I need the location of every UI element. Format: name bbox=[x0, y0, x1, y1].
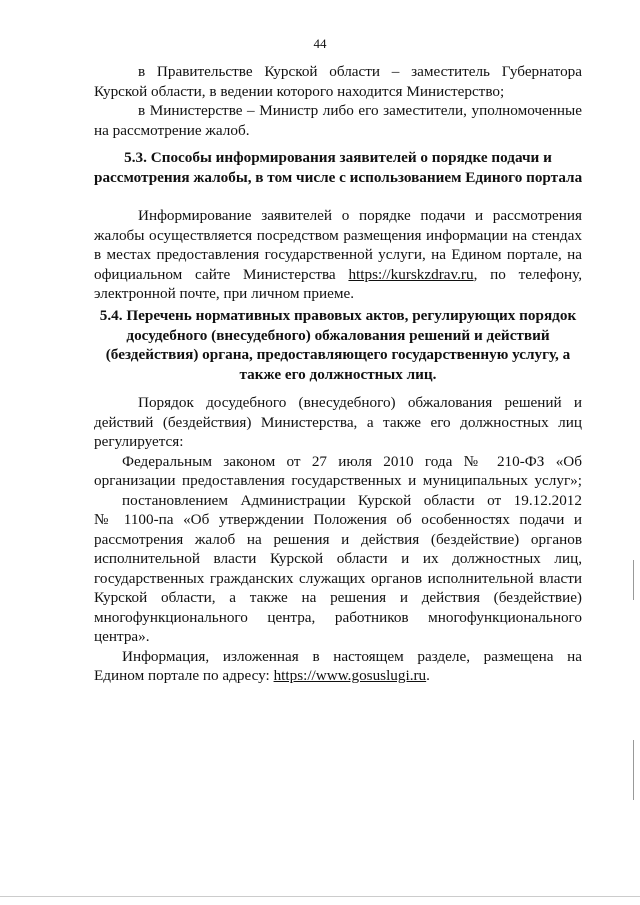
text-line: государственных гражданских служащих органов исполнительной власти bbox=[94, 569, 582, 587]
text-line: Порядок досудебного (внесудебного) обжалования решений и bbox=[138, 394, 582, 411]
section-5-4-heading bbox=[94, 306, 582, 384]
text-line: в местах предоставления государственной услуги, на Едином портале, на bbox=[94, 246, 582, 263]
text-line: Курской области, а также на решения и действия (бездействие) bbox=[94, 589, 582, 606]
text-fragment: , по телефону, bbox=[473, 265, 582, 283]
text-line: № 1100-па «Об утверждении Положения об особенностях подачи и bbox=[94, 511, 582, 528]
text-line: Информация, изложенная в настоящем разделе, размещена на bbox=[122, 647, 582, 665]
heading-line: 5.3. Способы информирования заявителей о порядке подачи и bbox=[124, 149, 552, 166]
text-line: в Министерстве – Министр либо его заместители, уполномоченные bbox=[138, 102, 582, 119]
section-5-3-heading bbox=[94, 148, 582, 187]
text-line: электронной почте, при личном приеме. bbox=[94, 285, 355, 302]
text-line: в Правительстве Курской области – заместитель Губернатора bbox=[138, 63, 582, 80]
heading-line: (бездействия) органа, предоставляющего государственную услугу, а bbox=[105, 346, 571, 363]
text-line: многофункционального центра, работников многофункционального bbox=[94, 608, 582, 626]
gosuslugi-link[interactable]: https://www.gosuslugi.ru bbox=[273, 667, 427, 684]
page-number: 44 bbox=[313, 36, 327, 51]
section-5-4-body bbox=[94, 393, 582, 686]
text-fragment: Едином портале по адресу: bbox=[94, 667, 274, 684]
text-line: постановлением Администрации Курской области от 19.12.2012 bbox=[122, 491, 582, 509]
heading-line: рассмотрения жалобы, в том числе с использованием Единого портала bbox=[94, 168, 583, 186]
text-line: жалобы осуществляется посредством размещения информации на стендах bbox=[94, 226, 582, 244]
text-line: на рассмотрение жалоб. bbox=[94, 121, 250, 139]
text-line: Федеральным законом от 27 июля 2010 года № 210-ФЗ «Об bbox=[122, 452, 582, 470]
text-line: Курской области, в ведении которого находится Министерство; bbox=[94, 82, 505, 100]
section-5-3-body bbox=[94, 206, 582, 304]
scan-margin-mark bbox=[633, 740, 634, 800]
scan-edge-line bbox=[0, 896, 640, 897]
text-line bbox=[94, 666, 582, 686]
text-line: центра». bbox=[94, 628, 150, 645]
text-line: организации предоставления государственных и муниципальных услуг»; bbox=[94, 472, 582, 489]
text-line bbox=[94, 265, 582, 285]
heading-line: досудебного (внесудебного) обжалования решений и действий bbox=[126, 326, 550, 344]
text-line: рассмотрения жалоб на решения и действия (бездействие) органов bbox=[94, 530, 582, 548]
scan-margin-mark bbox=[633, 560, 634, 600]
ministry-site-link[interactable]: https://kurskzdrav.ru bbox=[348, 265, 474, 283]
heading-line: 5.4. Перечень нормативных правовых актов, регулирующих порядок bbox=[99, 307, 577, 324]
text-line: действий (бездействия) Министерства, а также его должностных лиц bbox=[94, 413, 582, 431]
heading-line: также его должностных лиц. bbox=[239, 365, 437, 383]
text-line: Информирование заявителей о порядке подачи и рассмотрения bbox=[138, 207, 582, 224]
text-fragment: официальном сайте Министерства bbox=[94, 265, 336, 283]
intro-paragraph bbox=[94, 62, 582, 140]
text-fragment: . bbox=[426, 667, 430, 684]
text-line: регулируется: bbox=[94, 433, 184, 450]
text-line: исполнительной власти Курской области и их должностных лиц, bbox=[94, 550, 582, 567]
